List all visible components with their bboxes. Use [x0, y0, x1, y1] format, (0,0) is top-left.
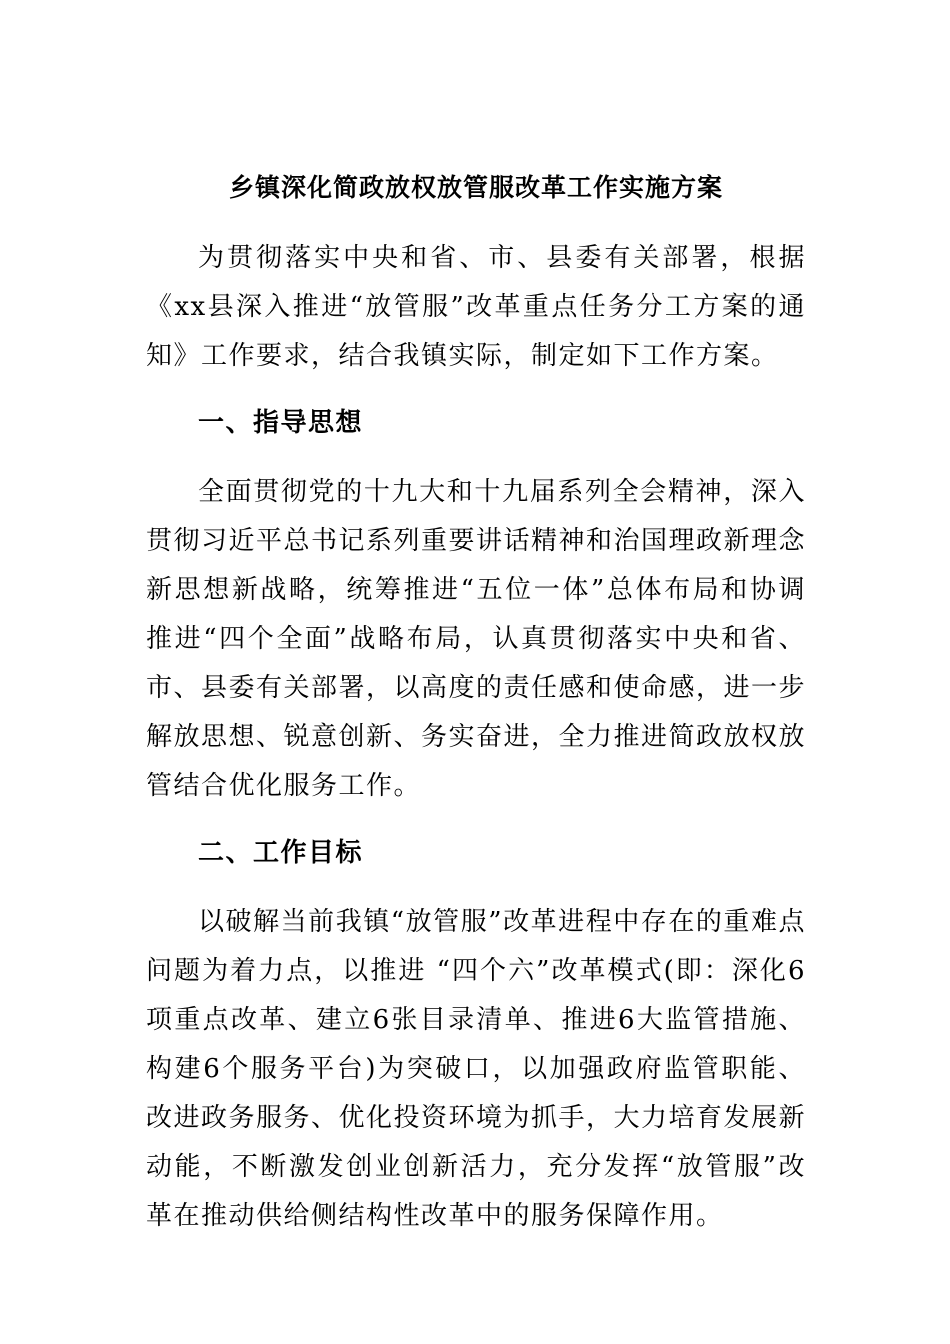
section-heading-guiding-ideology: 一、指导思想 [198, 408, 364, 438]
section-body-guiding-ideology: 全面贯彻党的十九大和十九届系列全会精神，深入贯彻习近平总书记系列重要讲话精神和治国理政新理念新思想新战略，统筹推进“五位一体”总体布局和协调推进“四个全面”战略布局，认真贯彻落实中央和省、市、县委有关部署，以高度的责任感和使命感，进一步解放思想、锐意创新、务实奋进，全力推进简政放权放管结合优化服务工作。 [146, 477, 807, 801]
section-body-work-goals: 以破解当前我镇“放管服”改革进程中存在的重难点问题为着力点，以推进 “四个六”改革模式(即：深化6项重点改革、建立6张目录清单、推进6大监管措施、构建6个服务平台)为突破口，以加强政府监管职能、改进政务服务、优化投资环境为抓手，大力培育发展新动能，不断激发创业创新活力，充分发挥“放管服”改革在推动供给侧结构性改革中的服务保障作用。 [146, 907, 807, 1231]
intro-paragraph: 为贯彻落实中央和省、市、县委有关部署，根据《xx县深入推进“放管服”改革重点任务分工方案的通知》工作要求，结合我镇实际，制定如下工作方案。 [146, 243, 806, 371]
document-body [146, 168, 806, 1241]
section-heading-work-goals: 二、工作目标 [198, 838, 364, 868]
document-title: 乡镇深化简政放权放管服改革工作实施方案 [228, 173, 723, 202]
